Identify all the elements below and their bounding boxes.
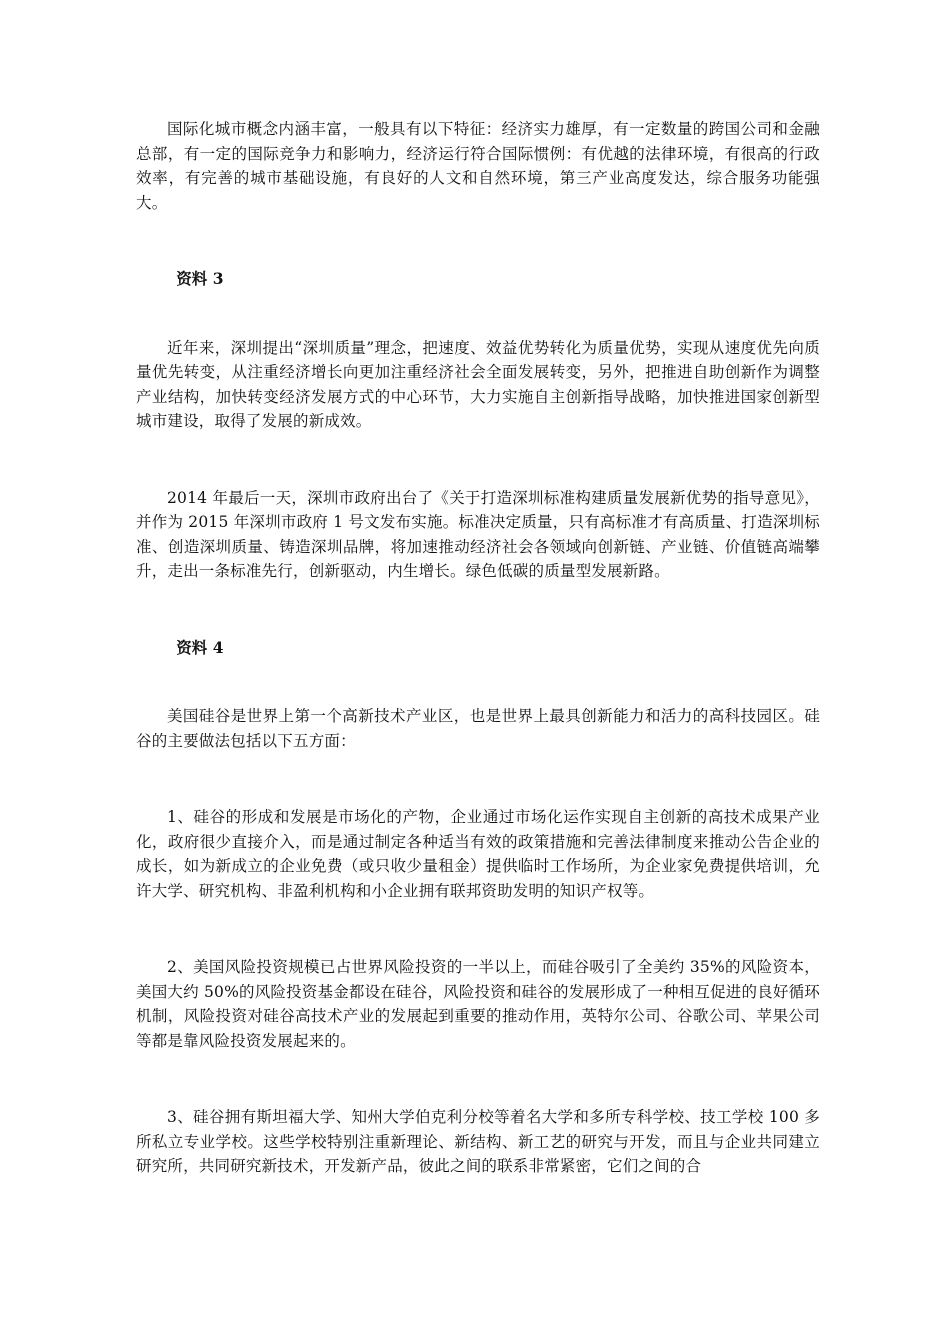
paragraph-point-1: 1、硅谷的形成和发展是市场化的产物，企业通过市场化运作实现自主创新的高技术成果产业化，政府很少直接介入，而是通过制定各种适当有效的政策措施和完善法律制度来推动公告企业的成长，如为新成立的企业免费（或只收少量租金）提供临时工作场所，为企业家免费提供培训，允许大学、研究机构、非盈利机构和小企业拥有联邦资助发明的知识产权等。 — [136, 808, 820, 900]
heading-material-3: 资料 3 — [176, 269, 224, 288]
heading-material-4: 资料 4 — [176, 637, 224, 657]
paragraph-point-3: 3、硅谷拥有斯坦福大学、知州大学伯克利分校等着名大学和多所专科学校、技工学校 100 多所私立专业学校。这些学校特别注重新理论、新结构、新工艺的研究与开发，而且与企业共同建立研究所，共同研究新技术，开发新产品，彼此之间的联系非常紧密，它们之间的合 — [136, 1108, 820, 1175]
paragraph-silicon-valley-intro: 美国硅谷是世界上第一个高新技术产业区，也是世界上最具创新能力和活力的高科技园区。硅谷的主要做法包括以下五方面： — [136, 707, 820, 750]
paragraph-intl-city: 国际化城市概念内涵丰富，一般具有以下特征：经济实力雄厚，有一定数量的跨国公司和金融总部，有一定的国际竞争力和影响力，经济运行符合国际惯例：有优越的法律环境，有很高的行政效率，有完善的城市基础设施，有良好的人文和自然环境，第三产业高度发达，综合服务功能强大。 — [136, 120, 820, 212]
paragraph-point-2: 2、美国风险投资规模已占世界风险投资的一半以上，而硅谷吸引了全美约 35%的风险资本，美国大约 50%的风险投资基金都设在硅谷，风险投资和硅谷的发展形成了一种相互促进的良好循环机制，风险投资对硅谷高技术产业的发展起到重要的推动作用，英特尔公司、谷歌公司、苹果公司等都是靠风险投资发展起来的。 — [136, 958, 820, 1050]
paragraph-shenzhen-standard: 2014 年最后一天，深圳市政府出台了《关于打造深圳标准构建质量发展新优势的指导意见》，并作为 2015 年深圳市政府 1 号文发布实施。标准决定质量，只有高标准才有高质量、打造深圳标准、创造深圳质量、铸造深圳品牌，将加速推动经济社会各领域向创新链、产业链、价值链高端攀升，走出一条标准先行，创新驱动，内生增长。绿色低碳的质量型发展新路。 — [136, 488, 820, 580]
document-page — [136, 117, 820, 1179]
paragraph-shenzhen-quality: 近年来，深圳提出“深圳质量”理念，把速度、效益优势转化为质量优势，实现从速度优先向质量优先转变，从注重经济增长向更加注重经济社会全面发展转变，另外，把推进自助创新作为调整产业结构，加快转变经济发展方式的中心环节，大力实施自主创新指导战略，加快推进国家创新型城市建设，取得了发展的新成效。 — [136, 338, 820, 430]
